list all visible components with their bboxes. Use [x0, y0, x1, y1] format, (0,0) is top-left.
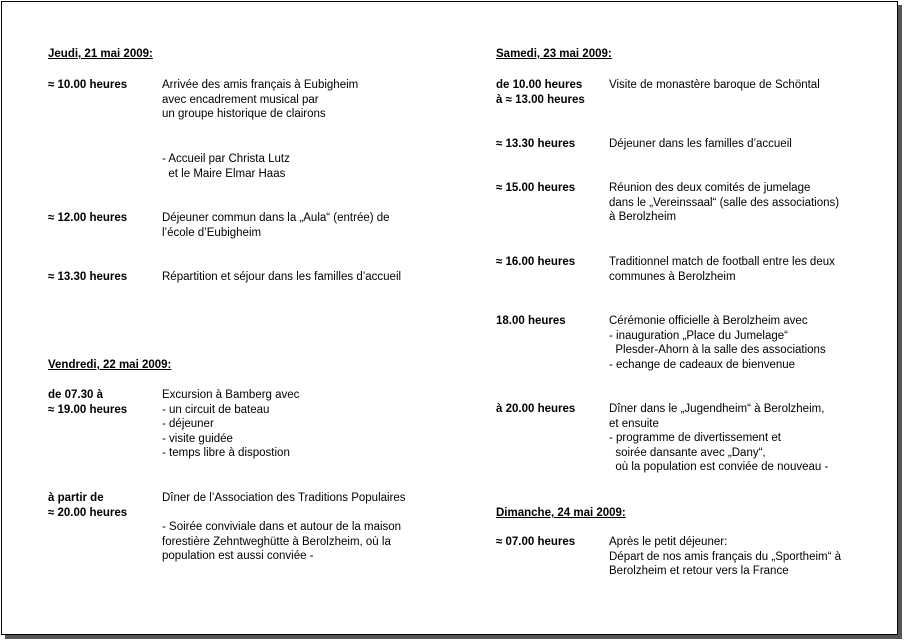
- program-page: [1, 1, 898, 635]
- event-description: Répartition et séjour dans les familles d’accueil: [162, 271, 402, 283]
- day-heading-thursday: Jeudi, 21 mai 2009:: [48, 48, 153, 60]
- time-label: ≈ 10.00 heures: [48, 79, 128, 91]
- event-description: Réunion des deux comités de jumelage dans le „Vereinssaal“ (salle des associations) à Berolzheim: [609, 182, 840, 224]
- time-label: ≈ 13.30 heures: [48, 271, 128, 283]
- event-description: Arrivée des amis français à Eubigheim avec encadrement musical par un groupe historique de clairons: [162, 79, 359, 121]
- event-description: - Soirée conviviale dans et autour de la maison forestière Zehntweghütte à Berolzheim, où la population est aussi conviée -: [162, 521, 402, 563]
- day-heading-sunday: Dimanche, 24 mai 2009:: [496, 507, 626, 519]
- event-description: - Accueil par Christa Lutz et le Maire Elmar Haas: [162, 153, 290, 180]
- time-label: de 10.00 heures à ≈ 13.00 heures: [496, 79, 585, 106]
- day-heading-saturday: Samedi, 23 mai 2009:: [496, 48, 612, 60]
- time-label: à 20.00 heures: [496, 403, 576, 415]
- event-description: Après le petit déjeuner: Départ de nos amis français du „Sportheim“ à Berolzheim et retour vers la France: [609, 536, 842, 578]
- time-label: ≈ 07.00 heures: [496, 536, 576, 548]
- time-label: de 07.30 à ≈ 19.00 heures: [48, 389, 128, 416]
- time-label: 18.00 heures: [496, 315, 566, 327]
- time-label: ≈ 12.00 heures: [48, 212, 128, 224]
- event-description: Traditionnel match de football entre les deux communes à Berolzheim: [609, 256, 835, 283]
- event-description: Déjeuner dans les familles d’accueil: [609, 138, 792, 150]
- time-label: ≈ 13.30 heures: [496, 138, 576, 150]
- event-description: Dîner dans le „Jugendheim“ à Berolzheim, et ensuite - programme de divertissement et soirée dansante avec „Dany“, où la population est conviée de nouveau -: [609, 403, 829, 474]
- time-label: ≈ 16.00 heures: [496, 256, 576, 268]
- day-heading-friday: Vendredi, 22 mai 2009:: [48, 359, 172, 371]
- time-label: ≈ 15.00 heures: [496, 182, 576, 194]
- time-label: à partir de ≈ 20.00 heures: [48, 492, 128, 519]
- event-description: Excursion à Bamberg avec - un circuit de bateau - déjeuner - visite guidée - temps libre à dispostion: [162, 389, 300, 460]
- event-description: Cérémonie officielle à Berolzheim avec - inauguration „Place du Jumelage“ Plesder-Ahorn à la salle des associations - echange de cadeaux de bienvenue: [609, 315, 826, 371]
- event-description: Déjeuner commun dans la „Aula“ (entrée) de l’école d’Eubigheim: [162, 212, 390, 239]
- event-description: Dîner de l’Association des Traditions Populaires: [162, 492, 406, 504]
- event-description: Visite de monastère baroque de Schöntal: [609, 79, 820, 91]
